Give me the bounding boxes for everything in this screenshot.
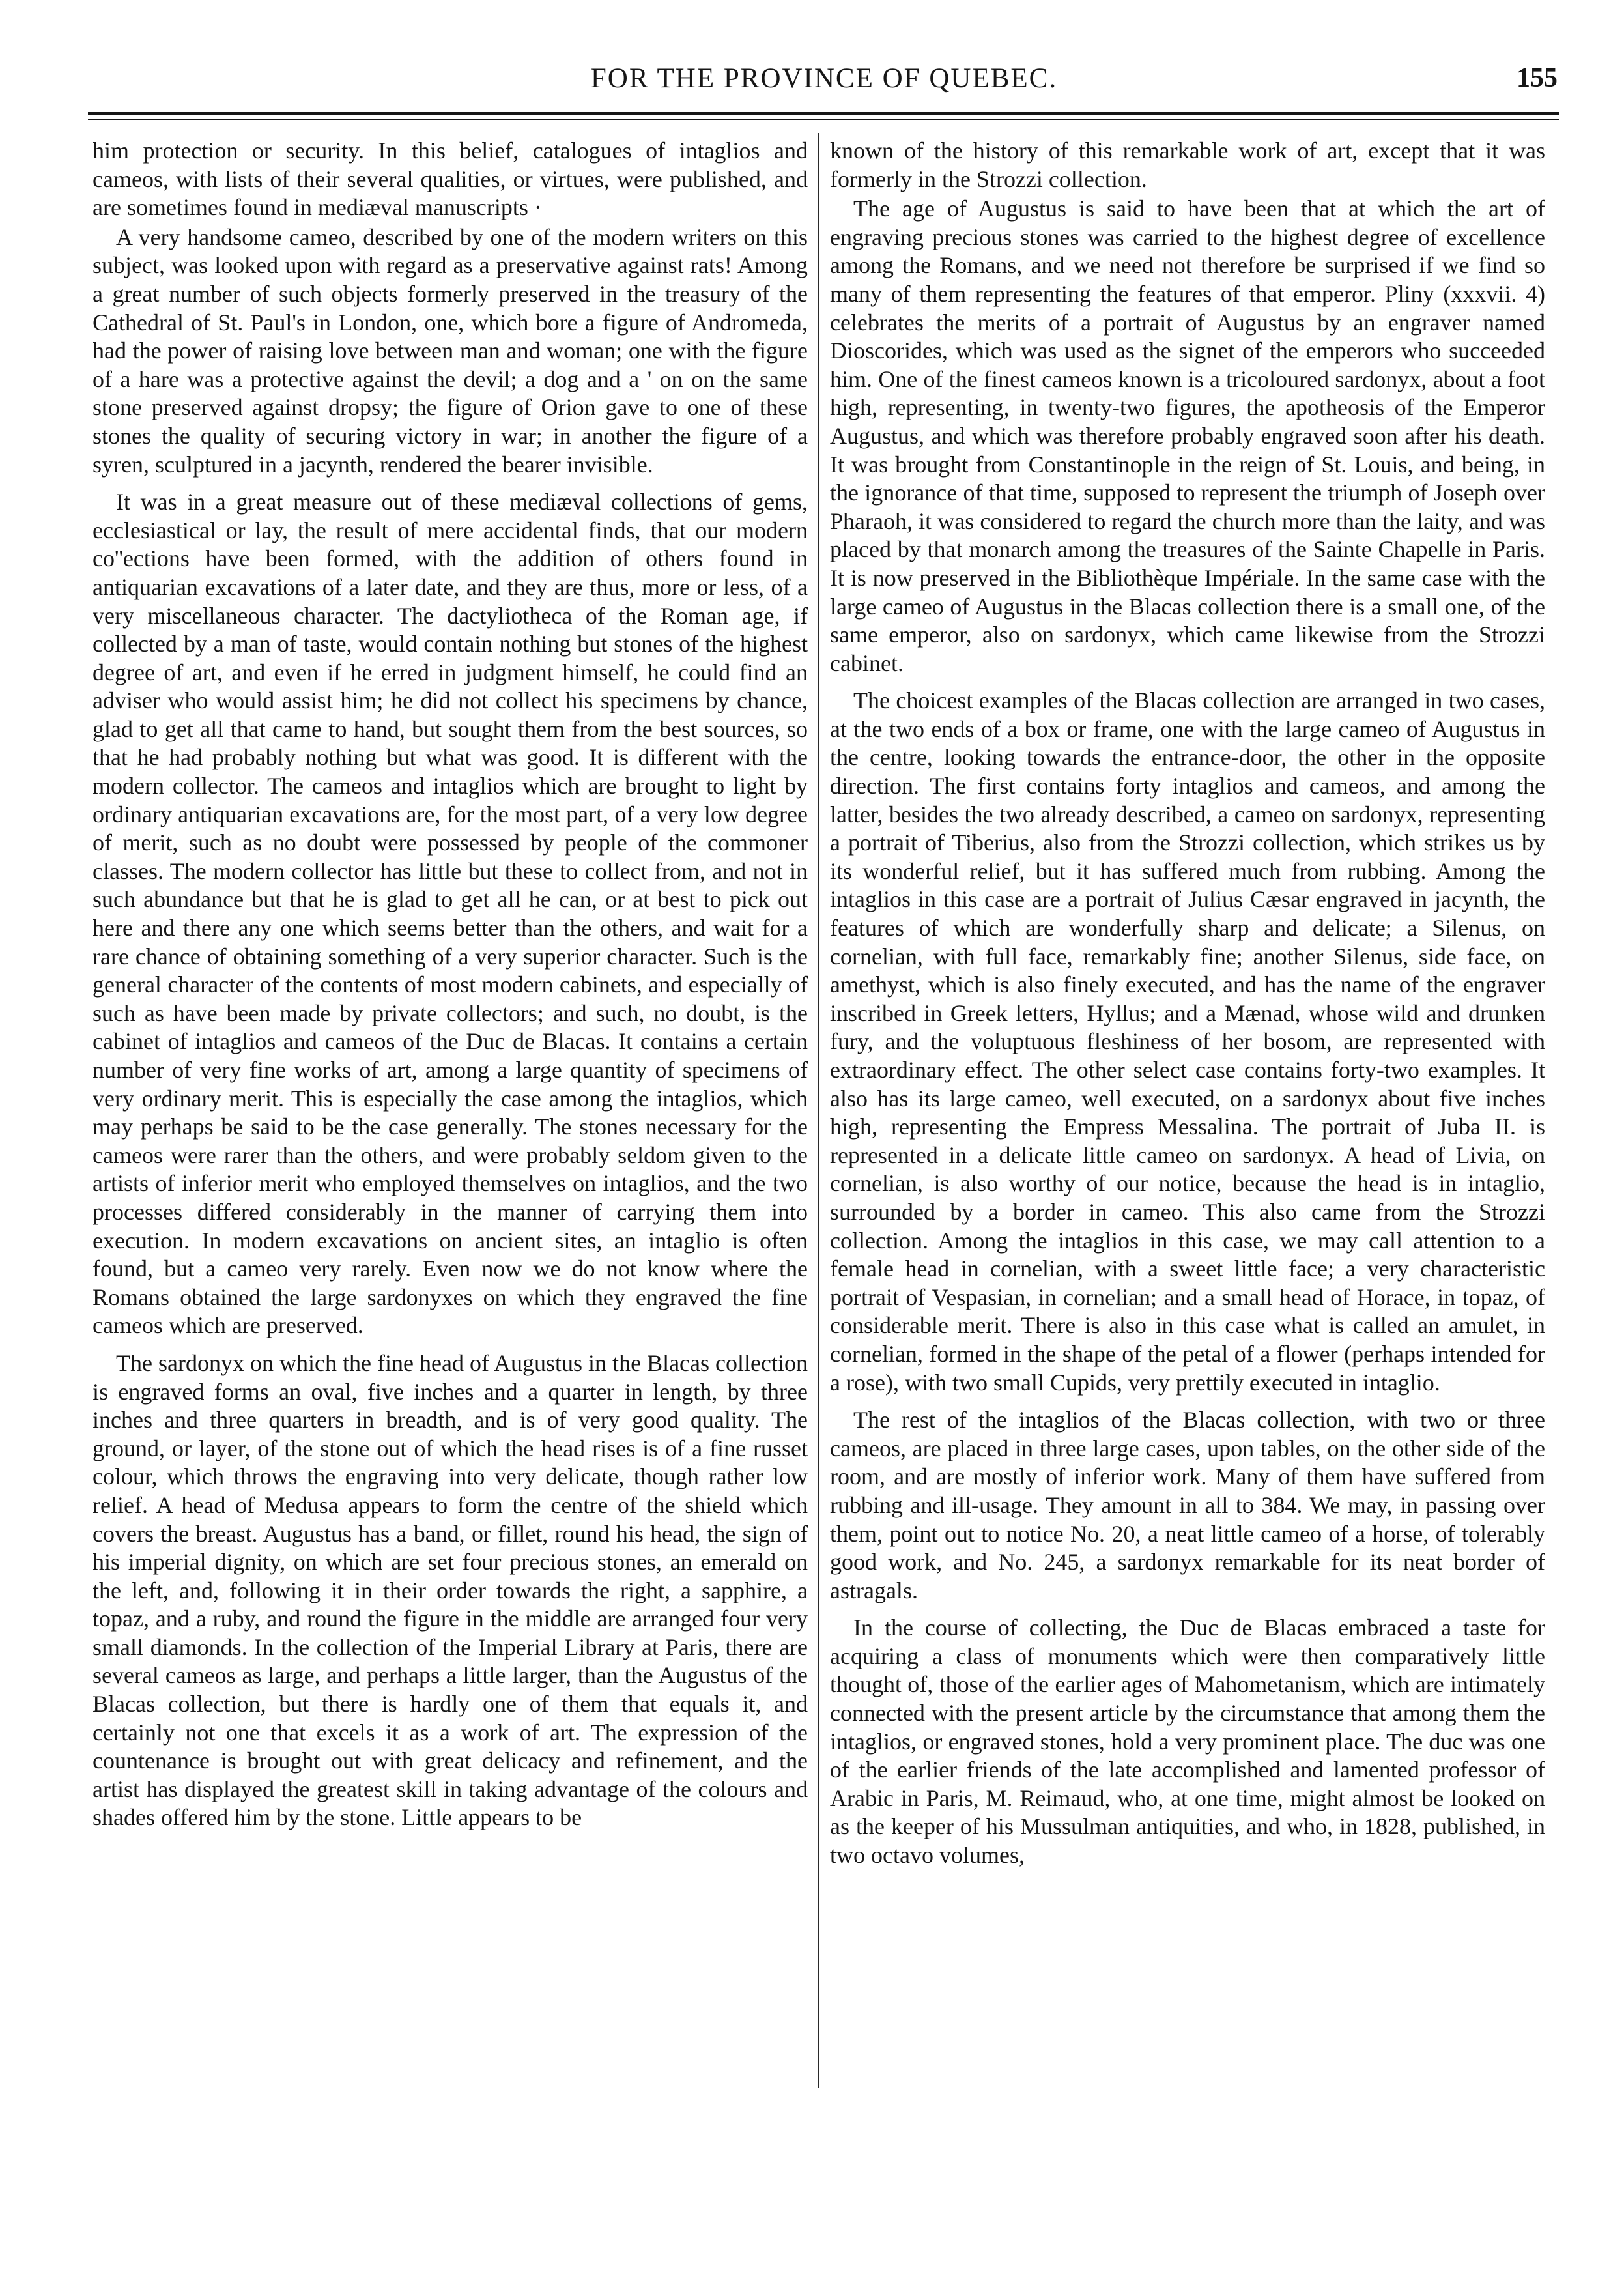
paragraph: known of the history of this remarkable work of art, except that it was formerly in the Strozzi collection. <box>830 137 1545 192</box>
paragraph: The sardonyx on which the fine head of Augustus in the Blacas collection is engraved forms an oval, five inches and a quarter in length, by three inches and three quarters in breadth, and is of very good quality. The ground, or layer, of the stone out of which the head rises is of a fine russet colour, which throws the engraving into very delicate, though rather low relief. A head of Medusa appears to form the centre of the shield which covers the breast. Augustus has a band, or fillet, round his head, the sign of his imperial dignity, on which are set four precious stones, an emerald on the left, and, following it in their order towards the right, a sapphire, a topaz, and a ruby, and round the figure in the middle are arranged four very small diamonds. In the collection of the Imperial Library at Paris, there are several cameos as large, and perhaps a little larger, than the Augustus of the Blacas collection, but there is hardly one of them that equals it, and certainly not one that excels it as a work of art. The expression of the countenance is brought out with great delicacy and refinement, and the artist has displayed the greatest skill in taking advantage of the colours and shades offered him by the stone. Little appears to be <box>93 1349 808 1831</box>
left-column <box>93 137 808 2235</box>
paragraph: The rest of the intaglios of the Blacas collection, with two or three cameos, are placed in three large cases, upon tables, on the other side of the room, and are mostly of inferior work. Many of them have suffered from rubbing and ill-usage. They amount in all to 384. We may, in passing over them, point out to notice No. 20, a neat little cameo of a horse, of tolerably good work, and No. 245, a sardonyx remarkable for its neat border of astragals. <box>830 1407 1545 1603</box>
running-title: FOR THE PROVINCE OF QUEBEC. <box>590 63 1058 94</box>
header-rule-thin <box>88 119 1559 120</box>
page-header <box>88 57 1560 109</box>
paragraph: In the course of collecting, the Duc de Blacas embraced a taste for acquiring a class of monuments which were then comparatively little thought of, those of the earlier ages of Mahometanism, which are intimately connected with the present article by the circumstance that among them the intaglios, or engraved stones, hold a very prominent place. The duc was one of the earlier friends of the late accomplished and lamented professor of Arabic in Paris, M. Reimaud, who, at one time, might almost be looked on as the keeper of his Mussulman antiquities, and who, in 1828, published, in two octavo volumes, <box>830 1615 1545 1869</box>
column-divider <box>818 133 819 2088</box>
page-number: 155 <box>1517 63 1558 93</box>
paragraph: It was in a great measure out of these mediæval collections of gems, ecclesiastical or lay, the result of mere accidental finds, that our modern co''ections have been formed, with the addition of others found in antiquarian excavations of a later date, and they are thus, more or less, of a very miscellaneous character. The dactyliotheca of the Roman age, if collected by a man of taste, would contain nothing but stones of the highest degree of art, and even if he erred in judgment himself, he could find an adviser who would assist him; he did not collect his specimens by chance, glad to get all that came to hand, but sought them from the best sources, so that he had probably nothing but what was good. It is different with the modern collector. The cameos and intaglios which are brought to light by ordinary antiquarian excavations are, for the most part, of a very low degree of merit, such as no doubt were possessed by people of the commoner classes. The modern collector has little but these to collect from, and not in such abundance but that he is glad to get all he can, or at best to pick out here and there any one which seems better than the others, and wait for a rare chance of obtaining something of a very superior character. Such is the general character of the contents of most modern cabinets, and especially of such as have been made by private collectors; and such, no doubt, is the cabinet of intaglios and cameos of the Duc de Blacas. It contains a certain number of very fine works of art, among a large quantity of specimens of very ordinary merit. This is especially the case among the intaglios, which may perhaps be said to be the case generally. The stones necessary for the cameos were rarer than the others, and were probably seldom given to the artists of inferior merit who employed themselves on intaglios, and the two processes differed considerably in the manner of carrying them into execution. In modern excavations on ancient sites, an intaglio is often found, but a cameo very rarely. Even now we do not know where the Romans obtained the large sardonyxes on which they engraved the fine cameos which are preserved. <box>93 489 808 1339</box>
paragraph: him protection or security. In this belief, catalogues of intaglios and cameos, with lists of their several qualities, or virtues, were published, and are sometimes found in mediæval manuscripts · <box>93 137 808 221</box>
paragraph: A very handsome cameo, described by one of the modern writers on this subject, was looked upon with regard as a preservative against rats! Among a great number of such objects formerly preserved in the treasury of the Cathedral of St. Paul's in London, one, which bore a figure of Andromeda, had the power of raising love between man and woman; one with the figure of a hare was a protective against the devil; a dog and a ' on on the same stone preserved against dropsy; the figure of Orion gave to one of these stones the quality of securing victory in war; in another the figure of a syren, sculptured in a jacynth, rendered the bearer invisible. <box>93 223 808 478</box>
paragraph: The age of Augustus is said to have been that at which the art of engraving precious stones was carried to the highest degree of excellence among the Romans, and we need not therefore be surprised if we find so many of them representing the features of that emperor. Pliny (xxxvii. 4) celebrates the merits of a portrait of Augustus by an engraver named Dioscorides, which was used as the signet of the emperors who succeeded him. One of the finest cameos known is a tricoloured sardonyx, about a foot high, representing, in twenty-two figures, the apotheosis of the Emperor Augustus, and which was therefore probably engraved soon after his death. It was brought from Constantinople in the reign of St. Louis, and being, in the ignorance of that time, supposed to represent the triumph of Joseph over Pharaoh, it was considered to regard the church more than the laity, and was placed by that monarch among the treasures of the Sainte Chapelle in Paris. It is now preserved in the Bibliothèque Impériale. In the same case with the large cameo of Augustus in the Blacas collection there is a small one, of the same emperor, also on sardonyx, which came likewise from the Strozzi cabinet. <box>830 195 1545 676</box>
paragraph: The choicest examples of the Blacas collection are arranged in two cases, at the two ends of a box or frame, one with the large cameo of Augustus in the centre, looking towards the entrance-door, the other in the opposite direction. The first contains forty intaglios and cameos, and among the latter, besides the two already described, a cameo on sardonyx, representing a portrait of Tiberius, also from the Strozzi collection, which strikes us by its wonderful relief, but it has suffered much from rubbing. Among the intaglios in this case are a portrait of Julius Cæsar engraved in jacynth, the features of which are wonderfully sharp and delicate; a Silenus, on cornelian, with full face, remarkably fine; another Silenus, side face, on amethyst, which is also finely executed, and has the name of the engraver inscribed in Greek letters, Hyllus; and a Mænad, whose wild and drunken fury, and the voluptuous fleshiness of her bosom, are represented with extraordinary effect. The other select case contains forty-two examples. It also has its large cameo, well executed, on a sardonyx about five inches high, representing the Empress Messalina. The portrait of Juba II. is represented in a delicate little cameo on sardonyx. A head of Livia, on cornelian, is also worthy of our notice, because the head is in intaglio, surrounded by a border in cameo. This also came from the Strozzi collection. Among the intaglios in this case, we may call attention to a female head in cornelian, with a sweet little face; a very characteristic portrait of Vespasian, in cornelian; and a small head of Horace, in topaz, of considerable merit. There is also in this case what is called an amulet, in cornelian, formed in the shape of the petal of a flower (perhaps intended for a rose), with two small Cupids, very prettily executed in intaglio. <box>830 687 1545 1396</box>
header-rule-thick <box>88 112 1559 115</box>
right-column <box>830 137 1545 2235</box>
